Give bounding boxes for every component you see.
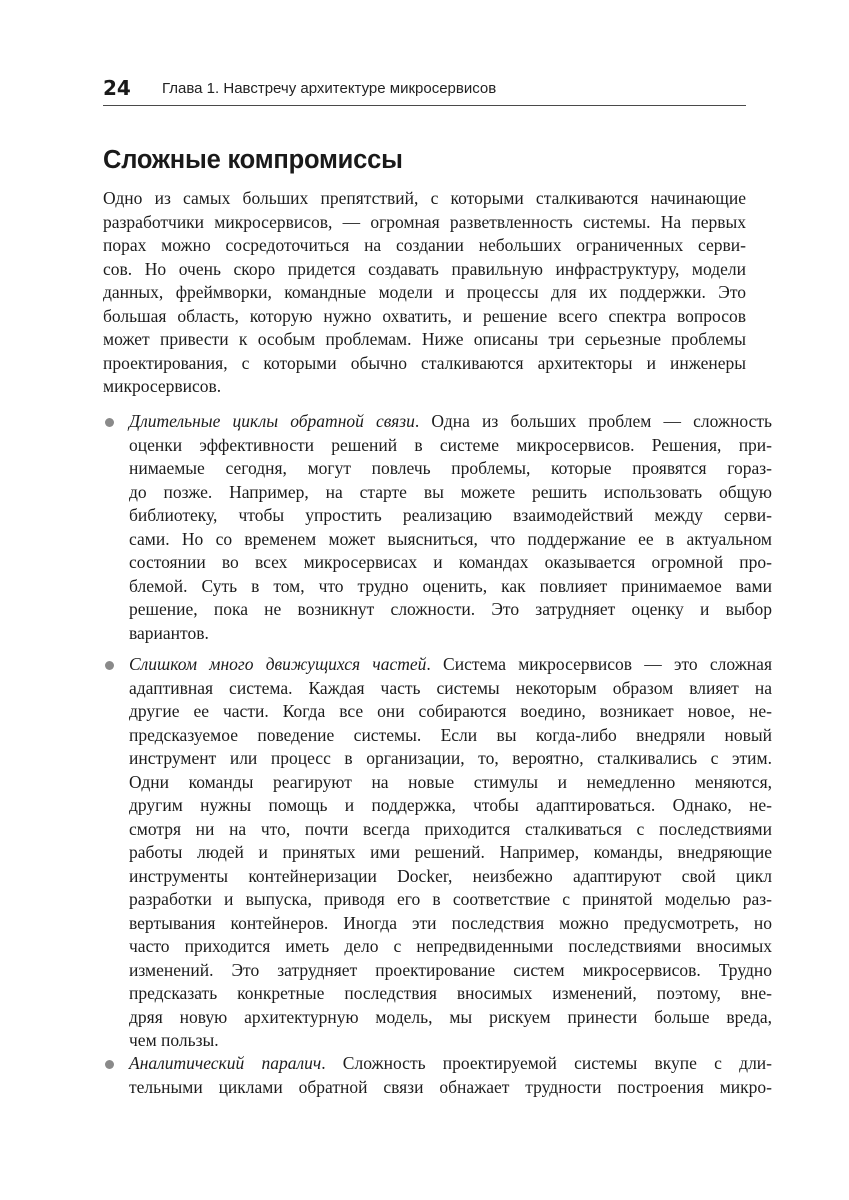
list-item-text: . Сложность проектируемой системы вкупе с дли-	[321, 1053, 772, 1073]
list-item-line: тельными циклами обратной связи обнажает трудности построения микро-	[129, 1076, 772, 1097]
list-item-line: сами. Но со временем может выясниться, что поддержание ее в актуальном	[129, 528, 772, 549]
running-header	[103, 74, 746, 102]
list-item-line: другим нужны помощь и поддержка, чтобы адаптироваться. Однако, не-	[129, 795, 772, 815]
paragraph-line: проектирования, с которыми обычно сталкиваются архитекторы и инженеры	[103, 352, 746, 373]
list-item-first-line	[129, 1052, 772, 1076]
list-item-line: адаптивная система. Каждая часть системы некоторым образом влияет на	[129, 677, 772, 698]
list-item-line: решение, пока не возникнут сложности. Это затрудняет оценку и выбор	[129, 599, 772, 619]
paragraph-line: микросервисов.	[103, 376, 222, 396]
list-item-line: дряя новую архитектурную модель, мы рискуем принести больше вреда,	[129, 1006, 772, 1027]
list-item-analysis-paralysis	[103, 1052, 772, 1099]
paragraph-line: сов. Но очень скоро придется создавать правильную инфраструктуру, модели	[103, 258, 746, 279]
list-item-line: Одни команды реагируют на новые стимулы и немедленно меняются,	[129, 771, 772, 792]
list-item-line: вертывания контейнеров. Иногда эти последствия можно предусмотреть, но	[129, 912, 772, 933]
list-item-line: предсказать конкретные последствия вносимых изменений, поэтому, вне-	[129, 983, 772, 1003]
intro-paragraph	[103, 187, 746, 399]
list-item-text: . Система микросервисов — это сложная	[426, 654, 772, 674]
list-item-line: состоянии во всех микросервисах и командах оказывается огромной про-	[129, 552, 772, 572]
paragraph-line: может привести к особым проблемам. Ниже описаны три серьезные проблемы	[103, 329, 746, 349]
paragraph-line: разработчики микросервисов, — огромная разветвленность системы. На первых	[103, 211, 746, 232]
list-item-line: часто приходится иметь дело с непредвиденными последствиями вносимых	[129, 936, 772, 956]
list-item-moving-parts	[103, 653, 772, 1053]
list-item-line: работы людей и принятых ими решений. Например, команды, внедряющие	[129, 842, 772, 862]
list-item-text: . Одна из больших проблем — сложность	[414, 411, 772, 431]
list-item-line: другие ее части. Когда все они собираются воедино, возникает новое, не-	[129, 701, 772, 721]
paragraph-line: данных, фреймворки, командные модели и процессы для их поддержки. Это	[103, 282, 746, 302]
list-item-lead: Длительные циклы обратной связи	[129, 411, 415, 431]
list-item-lead: Аналитический паралич	[129, 1053, 322, 1073]
page-number: 24	[103, 76, 131, 100]
list-item-first-line	[129, 653, 772, 677]
chapter-title: Глава 1. Навстречу архитектуре микросервисов	[162, 80, 497, 97]
bullet-dot-icon	[105, 661, 114, 670]
list-item-lead: Слишком много движущихся частей	[129, 654, 427, 674]
paragraph-line: порах можно сосредоточиться на создании небольших ограниченных серви-	[103, 235, 746, 255]
bullet-dot-icon	[105, 1060, 114, 1069]
list-item-line: предсказуемое поведение системы. Если вы когда-либо внедряли новый	[129, 724, 772, 745]
list-item-line: инструмент или процесс в организации, то, вероятно, сталкивались с этим.	[129, 748, 772, 768]
list-item-line: чем пользы.	[129, 1030, 219, 1050]
list-item-line: смотря ни на что, почти всегда приходится сталкиваться с последствиями	[129, 818, 772, 839]
list-item-line: нимаемые сегодня, могут повлечь проблемы, которые проявятся гораз-	[129, 458, 772, 478]
list-item-line: оценки эффективности решений в системе микросервисов. Решения, при-	[129, 434, 772, 455]
section-heading: Сложные компромиссы	[103, 146, 403, 174]
list-item-first-line	[129, 410, 772, 434]
paragraph-line: Одно из самых больших препятствий, с которыми сталкиваются начинающие	[103, 188, 746, 208]
header-divider	[103, 105, 746, 106]
list-item-line: блемой. Суть в том, что трудно оценить, как повлияет принимаемое вами	[129, 575, 772, 596]
list-item-line: библиотеку, чтобы упростить реализацию взаимодействий между серви-	[129, 505, 772, 525]
list-item-line: инструменты контейнеризации Docker, неизбежно адаптируют свой цикл	[129, 865, 772, 886]
list-item-feedback-cycles	[103, 410, 772, 645]
list-item-line: вариантов.	[129, 622, 209, 643]
paragraph-line: большая область, которую нужно охватить, и решение всего спектра вопросов	[103, 305, 746, 326]
list-item-line: разработки и выпуска, приводя его в соответствие с принятой моделью раз-	[129, 889, 772, 909]
list-item-line: изменений. Это затрудняет проектирование систем микросервисов. Трудно	[129, 959, 772, 980]
list-item-line: до позже. Например, на старте вы можете решить использовать общую	[129, 481, 772, 502]
bullet-dot-icon	[105, 418, 114, 427]
